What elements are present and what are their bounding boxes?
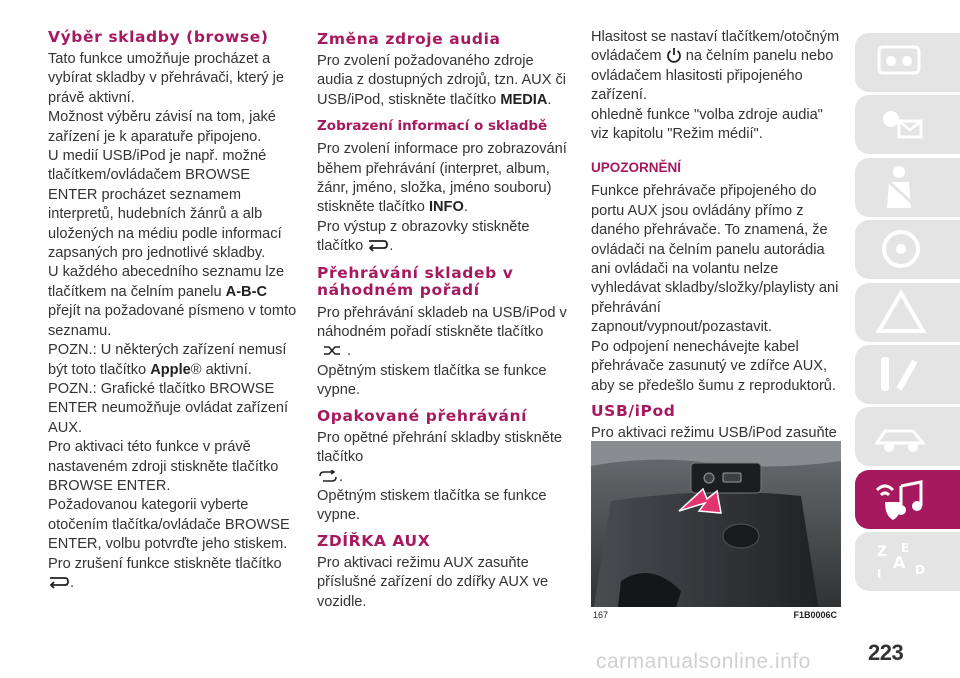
paragraph [317, 140, 569, 218]
paragraph [591, 28, 841, 106]
paragraph: Funkce přehrávače připojeného do portu AUX jsou ovládány přímo z daného přehrávače. To znamená, že ovládači na čelním panelu autorádia ani ovládači na volantu nelze vyhledávat skladby/složky/playlisty ani přehrávání zapnout/vypnout/pozastavit. [591, 183, 839, 336]
dashboard-car-icon [871, 39, 931, 85]
paragraph [48, 263, 300, 341]
abc-button-label: A-B-C [225, 283, 267, 300]
info-button-label: INFO [428, 199, 464, 216]
console-photo [591, 441, 841, 624]
section-title-repeat: Opakované přehrávání [317, 406, 528, 425]
section-title-browse: Výběr skladby (browse) [48, 28, 269, 46]
paragraph: Požadovanou kategorii vyberte otočením tlačítka/ovládače BROWSE ENTER, volbu potvrďte jeho stiskem. [48, 497, 290, 553]
text: . [347, 343, 352, 360]
aux-usb-port-figure [591, 441, 841, 624]
text: U každého abecedního seznamu lze tlačítkem na čelním panelu [48, 264, 285, 300]
paragraph: ohledně funkce "volba zdroje audia" viz kapitolu "Režim médií". [591, 106, 823, 143]
paragraph: Pro aktivaci této funkce v právě nastaveném zdroji stiskněte tlačítko BROWSE ENTER. [48, 439, 279, 494]
shuffle-icon [317, 344, 347, 357]
text: . [70, 574, 75, 591]
return-icon [48, 576, 70, 589]
section-title-info: Zobrazení informací o skladbě [317, 118, 548, 135]
column-2 [317, 28, 569, 612]
chapter-tabs [855, 33, 960, 595]
figure-caption [591, 607, 841, 624]
column-3 [591, 28, 841, 482]
paragraph: Možnost výběru závisí na tom, jaké zařízení je k aparatuře připojeno. [48, 109, 276, 145]
text: . [339, 468, 344, 485]
paragraph: Opětným stiskem tlačítka se funkce vypne. [317, 487, 547, 524]
tab-index[interactable] [855, 532, 960, 591]
tab-dashboard[interactable] [855, 33, 960, 92]
svg-text:A: A [893, 553, 906, 573]
light-message-icon [871, 101, 931, 147]
car-side-icon [871, 413, 931, 459]
repeat-icon [317, 470, 339, 483]
paragraph: Po odpojení nenechávejte kabel přehrávače zasunutý ve zdířce AUX, aby se předešlo šumu z reproduktorů. [591, 338, 836, 394]
text: . [547, 91, 552, 108]
text: . [389, 238, 394, 255]
text: Pro opětné přehrání skladby stiskněte tlačítko [317, 429, 562, 466]
figure-number: 167 [593, 610, 609, 620]
text: Pro zrušení funkce stiskněte tlačítko [48, 555, 282, 572]
section-title-aux: ZDÍŘKA AUX [317, 531, 431, 550]
tab-maintenance[interactable] [855, 345, 960, 404]
svg-text:D: D [915, 563, 925, 578]
text: Pro zvolení informace pro zobrazování během přehrávání (interpret, album, žánr, jméno, složka, jméno souboru) stiskněte tlačítko [317, 141, 567, 216]
warning-triangle-icon [871, 289, 931, 335]
section-title-source: Změna zdroje audia [317, 30, 501, 48]
svg-text:I: I [877, 567, 882, 582]
text: přejít na požadované písmeno v tomto seznamu. [48, 303, 297, 339]
paragraph: POZN.: Grafické tlačítko BROWSE ENTER neumožňuje ovládat zařízení AUX. [48, 380, 289, 436]
text: . [463, 199, 468, 216]
paragraph: Opětným stiskem tlačítka se funkce vypne. [317, 362, 547, 399]
paragraph [317, 52, 569, 110]
watermark: carmanualsonline.info [596, 650, 811, 673]
text: na čelním panelu nebo ovládačem hlasitosti připojeného zařízení. [591, 48, 834, 104]
paragraph: Pro aktivaci režimu USB/iPod zasuňte [591, 424, 837, 441]
text: POZN.: U některých zařízení nemusí být toto tlačítko [48, 342, 287, 378]
text: ® aktivní. [190, 361, 252, 378]
paragraph: Tato funkce umožňuje procházet a vybírat skladby v přehrávači, který je právě aktivní. [48, 51, 285, 106]
text: Pro výstup z obrazovky stiskněte tlačítko [317, 218, 530, 255]
paragraph [48, 555, 300, 594]
tab-starting-driving[interactable] [855, 220, 960, 279]
return-icon [367, 239, 389, 252]
svg-text:Z: Z [877, 544, 888, 561]
paragraph [317, 218, 569, 257]
paragraph: U medií USB/iPod je např. možné tlačítkem/ovládačem BROWSE ENTER procházet seznamem interpretů, hudebních žánrů a alb uložených na médiu podle informací zapsaných pro jednotlivé skladby. [48, 148, 282, 262]
tab-multimedia[interactable] [855, 470, 960, 529]
apple-label: Apple [150, 361, 191, 378]
column-1 [48, 28, 300, 593]
tab-emergency[interactable] [855, 283, 960, 342]
steering-wheel-icon [871, 226, 931, 272]
multimedia-note-icon [871, 476, 931, 522]
paragraph [317, 429, 569, 487]
wrench-icon [871, 351, 931, 397]
text: Pro přehrávání skladeb na USB/iPod v náhodném pořadí stiskněte tlačítko [317, 304, 567, 341]
section-title-shuffle: Přehrávání skladeb v náhodném pořadí [317, 263, 514, 299]
index-letters-icon [871, 538, 931, 584]
paragraph [317, 304, 569, 362]
figure-code: F1B0006C [793, 610, 837, 620]
warning-title: UPOZORNĚNÍ [591, 160, 682, 176]
seatbelt-icon [871, 164, 931, 210]
text: Hlasitost se nastaví tlačítkem/otočným ovládačem [591, 29, 840, 65]
page-number: 223 [868, 640, 904, 665]
tab-safety[interactable] [855, 158, 960, 217]
tab-technical-data[interactable] [855, 407, 960, 466]
paragraph [48, 341, 300, 380]
section-title-usb: USB/iPod [591, 401, 676, 420]
power-knob-icon [666, 47, 682, 63]
media-button-label: MEDIA [500, 91, 548, 108]
paragraph: Pro aktivaci režimu AUX zasuňte příslušné zařízení do zdířky AUX ve vozidle. [317, 554, 549, 610]
svg-text:E: E [901, 541, 910, 556]
tab-warning-lights[interactable] [855, 95, 960, 154]
text: Pro zvolení požadovaného zdroje audia z dostupných zdrojů, tzn. AUX či USB/iPod, stiskněte tlačítko [317, 53, 567, 108]
